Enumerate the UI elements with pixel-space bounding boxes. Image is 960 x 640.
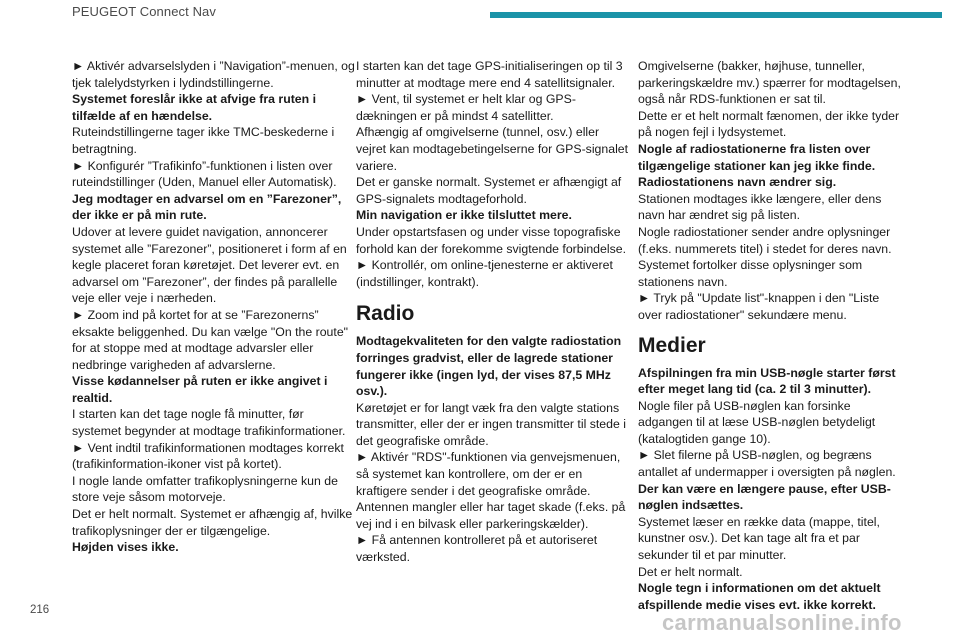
question-heading: Højden vises ikke. bbox=[72, 540, 179, 555]
body-paragraph: I starten kan det tage nogle få minutter, før systemet begynder at modtage trafikinformationer. bbox=[72, 407, 346, 439]
body-paragraph: Dette er et helt normalt fænomen, der ikke tyder på nogen fejl i lydsystemet. bbox=[638, 108, 900, 140]
body-paragraph: Systemet læser en række data (mappe, titel, kunstner osv.). Det kan tage alt fra et par sekunder til et par minutter. bbox=[638, 514, 880, 563]
body-paragraph: Antennen mangler eller har taget skade (f.eks. på vej ind i en bilvask eller parkeringskælder). bbox=[356, 500, 626, 531]
question-heading: Afspilningen fra min USB-nøgle starter først efter meget lang tid (ca. 2 til 3 minutter). bbox=[638, 365, 896, 397]
question-heading: Min navigation er ikke tilsluttet mere. bbox=[356, 208, 572, 223]
page-number: 216 bbox=[30, 604, 50, 616]
body-paragraph: Stationen modtages ikke længere, eller dens navn har ændret sig på listen. bbox=[638, 191, 882, 223]
question-heading: Nogle af radiostationerne fra listen over tilgængelige stationer kan jeg ikke finde. bbox=[638, 141, 876, 173]
body-paragraph: Nogle radiostationer sender andre oplysninger (f.eks. nummerets titel) i stedet for deres navn. bbox=[638, 224, 892, 256]
question-heading: Visse kødannelser på ruten er ikke angivet i realtid. bbox=[72, 374, 328, 405]
question-heading: Radiostationens navn ændrer sig. bbox=[638, 175, 837, 190]
text-column-1 bbox=[72, 58, 355, 556]
body-paragraph: ► Vent, til systemet er helt klar og GPS-dækningen er på mindst 4 satellitter. bbox=[356, 92, 576, 123]
body-paragraph: ► Slet filerne på USB-nøglen, og begræns antallet af undermapper i oversigten på nøglen. bbox=[638, 448, 896, 480]
body-paragraph: ► Konfigurér ”Trafikinfo”-funktionen i listen over ruteindstillinger (Uden, Manuel eller Automatisk). bbox=[72, 158, 337, 190]
header-accent-bar bbox=[490, 12, 942, 18]
body-paragraph: ► Vent indtil trafikinformationen modtages korrekt (trafikinformation-ikoner vist på kortet). bbox=[72, 440, 344, 472]
body-paragraph: Afhængig af omgivelserne (tunnel, osv.) eller vejret kan modtagebetingelserne for GPS-signalet variere. bbox=[356, 125, 629, 173]
body-paragraph: Det er ganske normalt. Systemet er afhængigt af GPS-signalets modtageforhold. bbox=[356, 175, 622, 206]
section-heading: Medier bbox=[638, 333, 706, 357]
running-header-title: PEUGEOT Connect Nav bbox=[72, 4, 216, 19]
body-paragraph: I starten kan det tage GPS-initialiseringen op til 3 minutter at modtage mere end 4 satellitsignaler. bbox=[356, 59, 623, 90]
text-column-2 bbox=[356, 58, 631, 566]
body-paragraph: Ruteindstillingerne tager ikke TMC-beskederne i betragtning. bbox=[72, 125, 335, 156]
body-paragraph: Udover at levere guidet navigation, annoncerer systemet alle ”Farezoner”, positioneret i form af en kegle placeret foran køretøjet. Det leverer evt. en advarsel om ”Farezoner”, der findes på parallelle veje eller veje i nærheden. bbox=[72, 224, 347, 306]
question-heading: Systemet foreslår ikke at afvige fra ruten i tilfælde af en hændelse. bbox=[72, 92, 316, 123]
body-paragraph: Under opstartsfasen og under visse topografiske forhold kan der forekomme svigtende forbindelse. bbox=[356, 224, 626, 256]
body-paragraph: Det er helt normalt. bbox=[638, 564, 743, 579]
question-heading: Modtagekvaliteten for den valgte radiostation forringes gradvist, eller de lagrede stationer fungerer ikke (ingen lyd, der vises 87,5 MHz osv.). bbox=[356, 334, 622, 399]
body-paragraph: Køretøjet er for langt væk fra den valgte stations transmitter, eller der er ingen transmitter til stede i det geografiske område. bbox=[356, 400, 626, 448]
text-column-3 bbox=[638, 58, 902, 613]
question-heading: Nogle tegn i informationen om det aktuelt afspillende medie vises evt. ikke korrekt. bbox=[638, 581, 881, 612]
watermark: carmanualsonline.info bbox=[662, 610, 902, 635]
body-paragraph: ► Tryk på "Update list"-knappen i den "Liste over radiostationer" sekundære menu. bbox=[638, 291, 880, 322]
section-heading: Radio bbox=[356, 302, 415, 326]
body-paragraph: Systemet fortolker disse oplysninger som stationens navn. bbox=[638, 258, 863, 289]
body-paragraph: Det er helt normalt. Systemet er afhængig af, hvilke trafikoplysninger der er tilgængelige. bbox=[72, 507, 353, 538]
question-heading: Der kan være en længere pause, efter USB-nøglen indsættes. bbox=[638, 481, 891, 513]
body-paragraph: ► Aktivér advarselslyden i ”Navigation”-menuen, og tjek talelydstyrken i lydindstillingerne. bbox=[72, 59, 355, 90]
body-paragraph: ► Få antennen kontrolleret på et autoriseret værksted. bbox=[356, 533, 598, 565]
body-paragraph: ► Aktivér "RDS"-funktionen via genvejsmenuen, så systemet kan kontrollere, om der er en kraftigere sender i det geografiske område. bbox=[356, 450, 621, 498]
body-paragraph: I nogle lande omfatter trafikoplysningerne kun de store veje såsom motorveje. bbox=[72, 473, 338, 505]
body-paragraph: ► Zoom ind på kortet for at se ”Farezonerns” eksakte beliggenhed. Du kan vælge "On the route" for at stoppe med at modtage advarsler eller nedbringe varigheden af advarslerne. bbox=[72, 307, 349, 372]
body-paragraph: Nogle filer på USB-nøglen kan forsinke adgangen til at læse USB-nøglen betydeligt (katalogtiden gange 10). bbox=[638, 398, 876, 446]
body-paragraph: Omgivelserne (bakker, højhuse, tunneller, parkeringskældre mv.) spærrer for modtagelsen, også når RDS-funktionen er sat til. bbox=[638, 59, 901, 107]
question-heading: Jeg modtager en advarsel om en ”Farezoner”, der ikke er på min rute. bbox=[72, 191, 342, 223]
body-paragraph: ► Kontrollér, om online-tjenesterne er aktiveret (indstillinger, kontrakt). bbox=[356, 258, 613, 289]
